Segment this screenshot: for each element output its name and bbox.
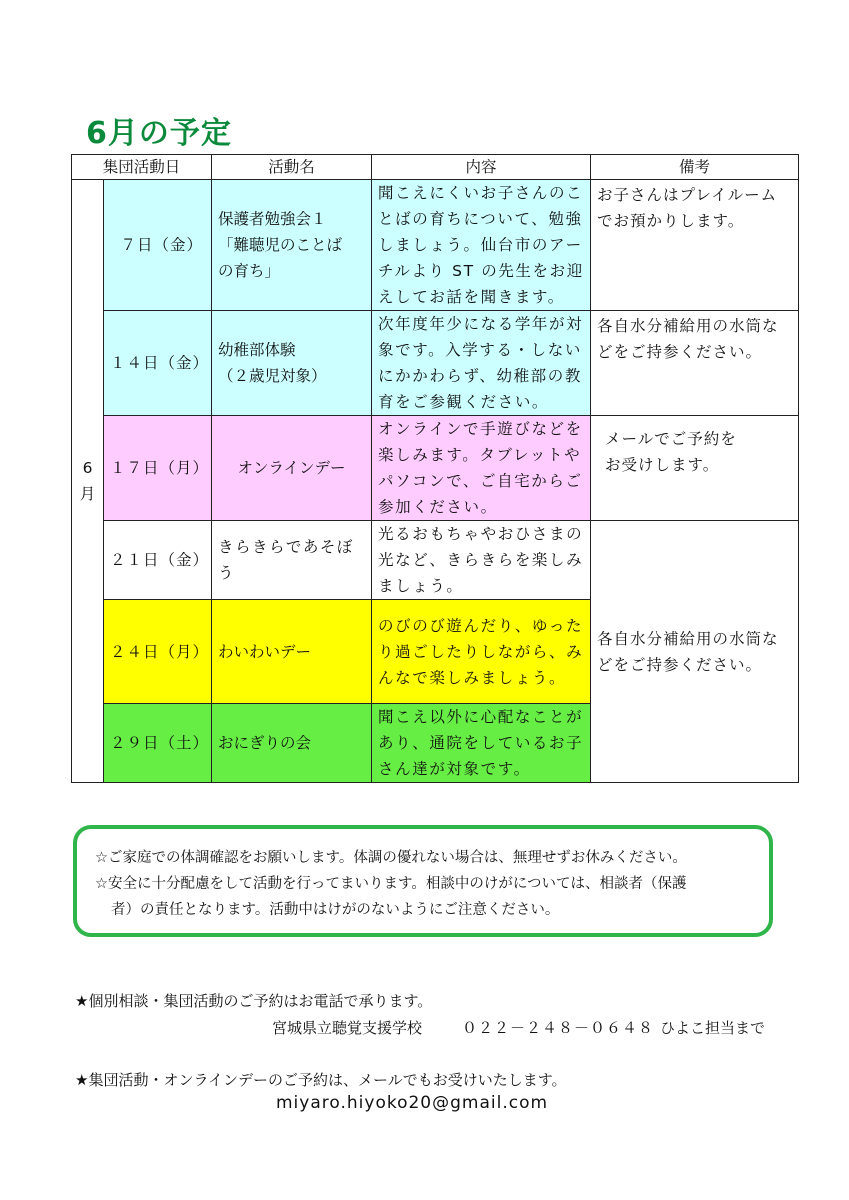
phone-number: ０２２－２４８－０６４８ <box>462 1019 655 1037</box>
month-label <box>72 180 104 783</box>
date-cell: １７日（月） <box>104 416 212 521</box>
content-cell: オンラインで手遊びなどを楽しみます。タブレットやパソコンで、ご自宅からご参加ください。 <box>372 416 591 521</box>
date-cell: ２１日（金） <box>104 521 212 600</box>
notice-line: ☆ご家庭での体調確認をお願いします。体調の優れない場合は、無理せずお休みください。 <box>95 850 687 866</box>
phone-reservation-text: ★個別相談・集団活動のご予約はお電話で承ります。 <box>75 992 433 1010</box>
header-notes: 備考 <box>591 155 799 180</box>
activity-cell: オンラインデー <box>212 416 372 521</box>
date-cell: ２４日（月） <box>104 600 212 704</box>
activity-cell: おにぎりの会 <box>212 704 372 783</box>
activity-cell: きらきらであそぼう <box>212 521 372 600</box>
table-row <box>72 311 799 416</box>
table-row <box>72 180 799 311</box>
notice-line: 者）の責任となります。活動中はけがのないようにご注意ください。 <box>111 902 560 918</box>
mail-reservation-text: ★集団活動・オンラインデーのご予約は、メールでもお受けいたします。 <box>75 1071 567 1089</box>
date-cell: ７日（金） <box>104 180 212 311</box>
date-cell: ２９日（土） <box>104 704 212 783</box>
content-cell: 聞こえにくいお子さんのことばの育ちについて、勉強しましょう。仙台市のアーチルより ST の先生をお迎えしてお話を聞きます。 <box>372 180 591 311</box>
content-cell: 聞こえ以外に心配なことがあり、通院をしているお子さん達が対象です。 <box>372 704 591 783</box>
activity-cell: 幼稚部体験 （２歳児対象） <box>212 311 372 416</box>
header-date: 集団活動日 <box>72 155 212 180</box>
notes-cell: メールでご予約を お受けします。 <box>591 416 799 521</box>
header-activity: 活動名 <box>212 155 372 180</box>
month-text: 6 月 <box>79 459 96 503</box>
shared-notes-cell: 各自水分補給用の水筒などをご持参ください。 <box>591 521 799 783</box>
date-cell: １４日（金） <box>104 311 212 416</box>
page-title: 6月の予定 <box>86 116 232 151</box>
contact-text: ひよこ担当まで <box>660 1019 766 1037</box>
notice-line: ☆安全に十分配慮をして活動を行ってまいります。相談中のけがについては、相談者（保護 <box>95 876 687 892</box>
activity-cell: 保護者勉強会１ 「難聴児のことば の育ち」 <box>212 180 372 311</box>
content-cell: のびのび遊んだり、ゆったり過ごしたりしながら、みんなで楽しみましょう。 <box>372 600 591 704</box>
email-address[interactable]: miyaro.hiyoko20@gmail.com <box>276 1093 549 1113</box>
content-cell: 次年度年少になる学年が対象です。入学する・しないにかかわらず、幼稚部の教育をご参観ください。 <box>372 311 591 416</box>
notes-cell: 各自水分補給用の水筒などをご持参ください。 <box>591 311 799 416</box>
table-header-row <box>72 155 799 180</box>
notice-box <box>73 825 773 937</box>
notes-cell: お子さんはプレイルームでお預かりします。 <box>591 180 799 311</box>
school-name: 宮城県立聴覚支援学校 <box>272 1019 423 1037</box>
table-row <box>72 521 799 600</box>
activity-cell: わいわいデー <box>212 600 372 704</box>
header-content: 内容 <box>372 155 591 180</box>
table-row <box>72 416 799 521</box>
schedule-table <box>71 154 799 783</box>
content-cell: 光るおもちゃやおひさまの光など、きらきらを楽しみましょう。 <box>372 521 591 600</box>
